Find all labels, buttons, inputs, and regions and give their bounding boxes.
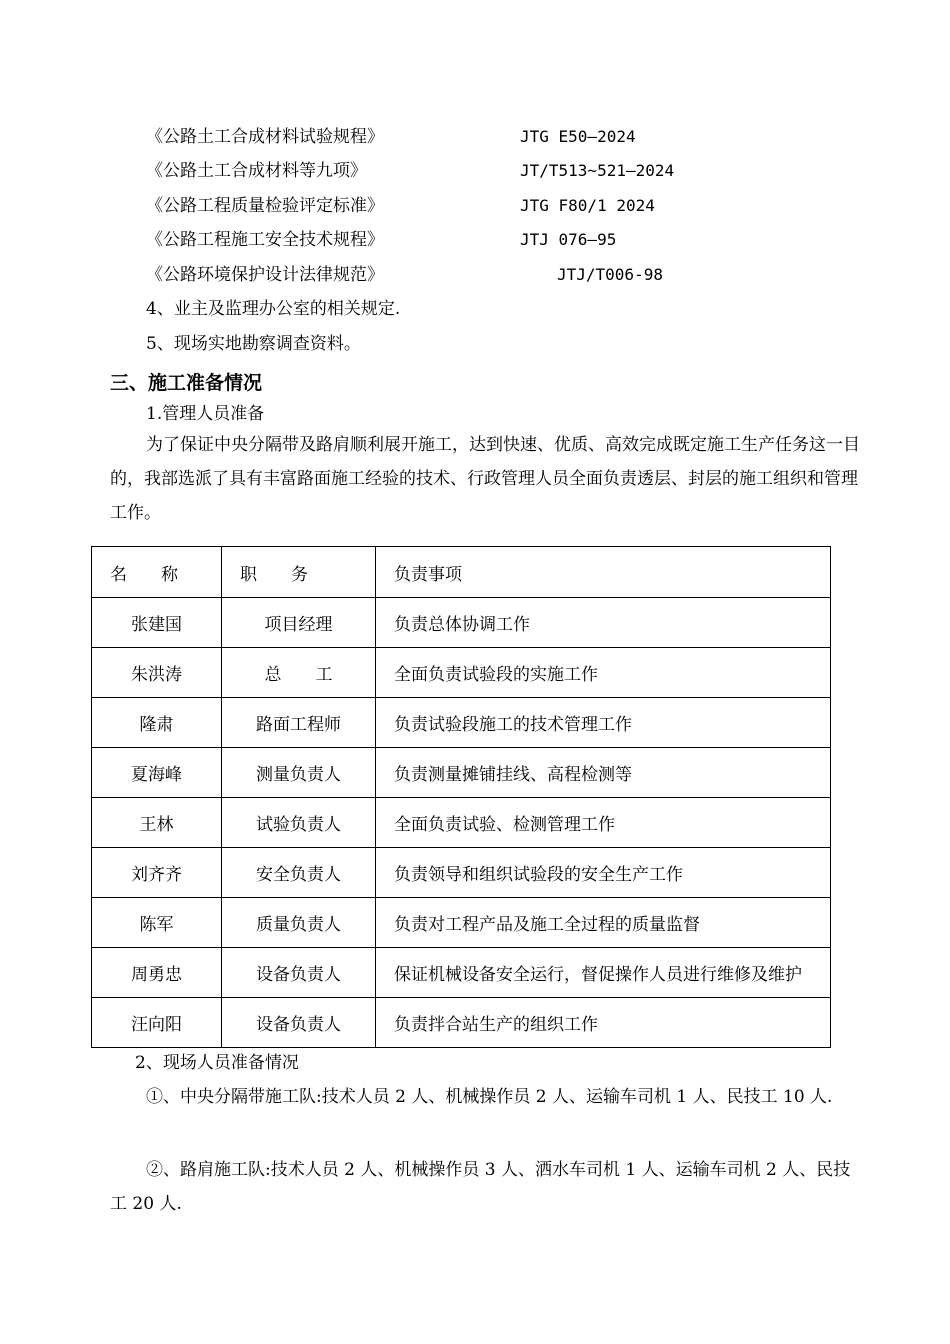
cell-position: 总 工 xyxy=(222,648,376,698)
standard-code: JTG E50—2024 xyxy=(520,127,636,146)
table-row xyxy=(92,898,831,948)
cell-duty: 负责拌合站生产的组织工作 xyxy=(376,998,831,1048)
cell-name: 朱洪涛 xyxy=(92,648,222,698)
team-item-2-text: ②、路肩施工队:技术人员 2 人、机械操作员 3 人、洒水车司机 1 人、运输车司机 2 人、民技工 20 人. xyxy=(110,1160,851,1214)
cell-name: 夏海峰 xyxy=(92,748,222,798)
cell-duty: 全面负责试验段的实施工作 xyxy=(376,648,831,698)
standard-name: 《公路土工合成材料试验规程》 xyxy=(146,127,384,147)
cell-position: 设备负责人 xyxy=(222,998,376,1048)
cell-name: 王林 xyxy=(92,798,222,848)
cell-duty: 全面负责试验、检测管理工作 xyxy=(376,798,831,848)
intro-paragraph xyxy=(110,428,865,530)
cell-name: 隆肃 xyxy=(92,698,222,748)
cell-position: 设备负责人 xyxy=(222,948,376,998)
table-row xyxy=(92,848,831,898)
table-row xyxy=(92,648,831,698)
cell-duty: 保证机械设备安全运行，督促操作人员进行维修及维护 xyxy=(376,948,831,998)
standard-code: JTJ 076—95 xyxy=(520,230,617,249)
cell-name: 汪向阳 xyxy=(92,998,222,1048)
standard-name: 《公路工程施工安全技术规程》 xyxy=(146,230,384,250)
team-item-1 xyxy=(110,1080,865,1114)
standard-name: 《公路土工合成材料等九项》 xyxy=(146,161,367,181)
table-row xyxy=(92,998,831,1048)
cell-position: 项目经理 xyxy=(222,598,376,648)
cell-position: 路面工程师 xyxy=(222,698,376,748)
header-name: 名 称 xyxy=(92,547,222,598)
standard-code: JTG F80/1 2024 xyxy=(520,196,655,215)
subsection-title: 1.管理人员准备 xyxy=(146,404,265,424)
cell-duty: 负责测量摊铺挂线、高程检测等 xyxy=(376,748,831,798)
cell-position: 质量负责人 xyxy=(222,898,376,948)
cell-name: 周勇忠 xyxy=(92,948,222,998)
section-heading: 三、施工准备情况 xyxy=(110,372,263,394)
cell-duty: 负责对工程产品及施工全过程的质量监督 xyxy=(376,898,831,948)
subsection-title: 2、现场人员准备情况 xyxy=(135,1053,299,1073)
table-row xyxy=(92,598,831,648)
cell-name: 张建国 xyxy=(92,598,222,648)
team-item-1-text: ①、中央分隔带施工队:技术人员 2 人、机械操作员 2 人、运输车司机 1 人、民技工 10 人. xyxy=(146,1087,833,1107)
basis-item: 5、现场实地勘察调查资料。 xyxy=(146,334,361,354)
cell-position: 测量负责人 xyxy=(222,748,376,798)
header-duty: 负责事项 xyxy=(376,547,831,598)
management-staff-table xyxy=(91,546,831,1048)
table-header-row xyxy=(92,547,831,598)
standard-code: JTJ/T006-98 xyxy=(557,265,663,284)
header-position: 职 务 xyxy=(222,547,376,598)
cell-position: 安全负责人 xyxy=(222,848,376,898)
table-row xyxy=(92,948,831,998)
standard-code: JT/T513~521—2024 xyxy=(520,161,675,180)
cell-duty: 负责领导和组织试验段的安全生产工作 xyxy=(376,848,831,898)
cell-duty: 负责试验段施工的技术管理工作 xyxy=(376,698,831,748)
cell-duty: 负责总体协调工作 xyxy=(376,598,831,648)
cell-name: 刘齐齐 xyxy=(92,848,222,898)
table-row xyxy=(92,798,831,848)
cell-position: 试验负责人 xyxy=(222,798,376,848)
table-row xyxy=(92,698,831,748)
intro-paragraph-text: 为了保证中央分隔带及路肩顺利展开施工，达到快速、优质、高效完成既定施工生产任务这一目的，我部选派了具有丰富路面施工经验的技术、行政管理人员全面负责透层、封层的施工组织和管理工作。 xyxy=(110,435,860,523)
basis-item: 4、业主及监理办公室的相关规定. xyxy=(146,299,401,319)
standard-name: 《公路环境保护设计法律规范》 xyxy=(146,265,384,285)
team-item-2 xyxy=(110,1153,865,1221)
table-row xyxy=(92,748,831,798)
standard-name: 《公路工程质量检验评定标准》 xyxy=(146,196,384,216)
cell-name: 陈军 xyxy=(92,898,222,948)
